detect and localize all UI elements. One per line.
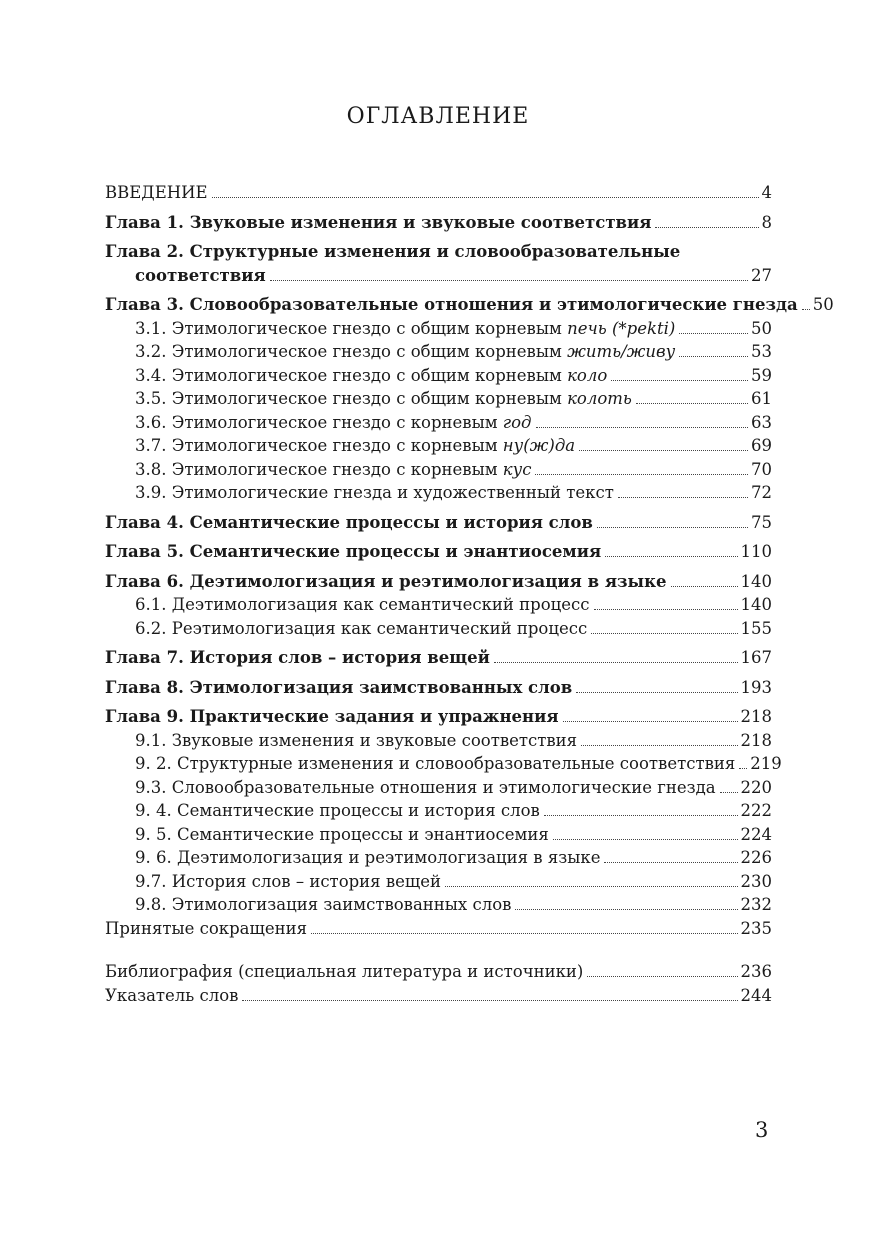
toc-entry-root-word: год (502, 412, 532, 432)
toc-entry-root-word: коло (567, 365, 608, 385)
toc-entry-page: 72 (751, 483, 772, 502)
toc-section-6-1[interactable] (105, 593, 772, 617)
toc-entry-page: 4 (761, 183, 772, 202)
toc-entry-page: 61 (751, 389, 772, 408)
toc-entry-title: 9. 6. Деэтимологизация и реэтимологизация в языке (135, 848, 601, 867)
toc-entry-abbreviations[interactable] (105, 917, 772, 941)
toc-section-9-5[interactable] (105, 823, 772, 847)
page-title: ОГЛАВЛЕНИЕ (346, 104, 530, 129)
toc-chapter-6[interactable] (105, 570, 772, 594)
toc-section-9-3[interactable] (105, 776, 772, 800)
toc-entry-page: 110 (740, 542, 772, 561)
dot-leader (563, 721, 738, 722)
dot-leader (212, 197, 759, 198)
toc-entry-title: 3.9. Этимологические гнезда и художественный текст (135, 483, 614, 502)
dot-leader (636, 403, 748, 404)
toc-section-3-4[interactable] (105, 364, 772, 388)
toc-chapter-2[interactable] (105, 240, 772, 287)
toc-entry-title: 6.2. Реэтимологизация как семантический процесс (135, 618, 588, 638)
dot-leader (671, 586, 738, 587)
toc-entry-title: Принятые сокращения (105, 918, 308, 938)
toc-entry-page: 63 (751, 412, 772, 432)
dot-leader (587, 976, 737, 977)
toc-entry-page: 50 (812, 295, 834, 314)
dot-leader (679, 356, 748, 357)
dot-leader (270, 280, 748, 281)
toc-entry-title: 9.3. Словообразовательные отношения и этимологические гнезда (135, 777, 716, 797)
table-of-contents (105, 181, 834, 1007)
toc-section-9-6[interactable] (105, 846, 772, 870)
toc-entry-title: 3.1. Этимологическое гнездо с общим корневым (135, 318, 568, 338)
toc-entry-page: 232 (740, 895, 772, 914)
dot-leader (544, 815, 738, 816)
dot-leader (605, 556, 737, 557)
toc-chapter-1[interactable] (105, 211, 772, 235)
toc-entry-title: 3.8. Этимологическое гнездо с корневым (135, 459, 503, 479)
toc-entry-root-word: жить/живу (567, 342, 676, 361)
dot-leader (591, 633, 737, 634)
toc-section-9-4[interactable] (105, 799, 772, 823)
toc-section-6-2[interactable] (105, 617, 772, 641)
dot-leader (802, 309, 810, 310)
toc-entry-page: 53 (751, 342, 772, 361)
toc-entry-title: Глава 8. Этимологизация заимствованных слов (105, 677, 573, 697)
dot-leader (618, 497, 748, 498)
dot-leader (611, 380, 748, 381)
toc-entry-title: 3.4. Этимологическое гнездо с общим корневым (135, 365, 568, 385)
toc-chapter-3[interactable] (105, 293, 834, 317)
toc-entry-page: 218 (740, 707, 772, 726)
toc-entry-page: 140 (740, 571, 772, 591)
dot-leader (655, 227, 758, 228)
toc-entry-title: 3.6. Этимологическое гнездо с корневым (135, 412, 503, 432)
dot-leader (679, 333, 748, 334)
toc-section-3-7[interactable] (105, 434, 772, 458)
dot-leader (604, 862, 737, 863)
toc-section-3-9[interactable] (105, 481, 772, 505)
toc-entry-title: 9.7. История слов – история вещей (135, 871, 441, 891)
toc-entry-page: 220 (740, 777, 772, 797)
toc-entry-title-line2: соответствия (135, 265, 266, 285)
toc-entry-title: Глава 7. История слов – история вещей (105, 648, 490, 667)
dot-leader (720, 792, 738, 793)
toc-entry-page: 222 (740, 801, 772, 820)
toc-entry-root-word: печь (*pekti) (567, 318, 676, 338)
dot-leader (536, 427, 748, 428)
toc-entry-bibliography[interactable] (105, 960, 772, 984)
toc-entry-page: 226 (740, 848, 772, 867)
toc-section-3-5[interactable] (105, 387, 772, 411)
toc-entry-title: 9. 5. Семантические процессы и энантиосемия (135, 824, 549, 844)
toc-entry-page: 140 (740, 595, 772, 614)
dot-leader (739, 768, 747, 769)
toc-section-3-2[interactable] (105, 340, 772, 364)
toc-entry-title: 9.1. Звуковые изменения и звуковые соответствия (135, 730, 578, 750)
dot-leader (594, 609, 738, 610)
toc-section-9-1[interactable] (105, 729, 772, 753)
toc-entry-title: 9.8. Этимологизация заимствованных слов (135, 895, 512, 914)
toc-entry-page: 70 (751, 459, 772, 479)
toc-entry-page: 167 (740, 648, 772, 667)
toc-entry-page: 50 (751, 318, 772, 338)
dot-leader (576, 692, 737, 693)
toc-entry-page: 155 (740, 618, 772, 638)
toc-entry-title: Глава 5. Семантические процессы и энантиосемия (105, 542, 602, 561)
toc-entry-title: Глава 3. Словообразовательные отношения и этимологические гнезда (105, 295, 798, 314)
toc-entry-title: ВВЕДЕНИЕ (105, 183, 208, 202)
dot-leader (579, 450, 748, 451)
toc-entry-word-index[interactable] (105, 984, 772, 1008)
dot-leader (242, 1000, 737, 1001)
toc-entry-title: 9. 4. Семантические процессы и история слов (135, 801, 540, 820)
toc-entry-page: 236 (740, 962, 772, 981)
toc-chapter-4[interactable] (105, 511, 772, 535)
toc-entry-title: 9. 2. Структурные изменения и словообразовательные соответствия (135, 754, 736, 773)
toc-section-9-7[interactable] (105, 870, 772, 894)
toc-entry-title-line1: Глава 2. Структурные изменения и словообразовательные (105, 242, 681, 261)
toc-entry-page: 244 (740, 985, 772, 1005)
dot-leader (535, 474, 748, 475)
dot-leader (597, 527, 748, 528)
toc-entry-title: 6.1. Деэтимологизация как семантический процесс (135, 595, 590, 614)
toc-entry-page: 235 (740, 918, 772, 938)
toc-chapter-7[interactable] (105, 646, 772, 670)
dot-leader (515, 909, 737, 910)
toc-chapter-9[interactable] (105, 705, 772, 729)
toc-entry-title: 3.2. Этимологическое гнездо с общим корневым (135, 342, 568, 361)
toc-section-3-8[interactable] (105, 458, 772, 482)
dot-leader (311, 933, 737, 934)
toc-entry-title: 3.7. Этимологическое гнездо с корневым (135, 436, 503, 455)
toc-entry-page: 224 (740, 824, 772, 844)
dot-leader (494, 662, 738, 663)
toc-entry-title: Глава 6. Деэтимологизация и реэтимологизация в языке (105, 571, 667, 591)
toc-entry-page: 218 (740, 730, 772, 750)
page-number: 3 (755, 1118, 769, 1142)
dot-leader (445, 886, 738, 887)
toc-section-9-2[interactable] (105, 752, 782, 776)
toc-entry-page: 75 (751, 512, 772, 532)
toc-entry-page: 8 (761, 212, 772, 232)
toc-entry-title: Глава 9. Практические задания и упражнения (105, 707, 559, 726)
toc-chapter-8[interactable] (105, 676, 772, 700)
toc-section-9-8[interactable] (105, 893, 772, 917)
toc-entry-introduction[interactable] (105, 181, 772, 205)
toc-entry-title: Глава 4. Семантические процессы и история слов (105, 512, 593, 532)
toc-entry-title: Глава 1. Звуковые изменения и звуковые соответствия (105, 212, 652, 232)
toc-entry-root-word: колоть (567, 389, 632, 408)
toc-entry-page: 59 (751, 365, 772, 385)
toc-entry-title: 3.5. Этимологическое гнездо с общим корневым (135, 389, 568, 408)
toc-entry-page: 193 (740, 677, 772, 697)
toc-chapter-5[interactable] (105, 540, 772, 564)
toc-entry-page: 69 (751, 436, 772, 455)
dot-leader (581, 745, 737, 746)
toc-entry-root-word: ну(ж)да (502, 436, 576, 455)
toc-entry-title: Указатель слов (105, 985, 239, 1005)
toc-entry-page: 230 (740, 871, 772, 891)
dot-leader (553, 839, 738, 840)
toc-section-3-1[interactable] (105, 317, 772, 341)
toc-entry-root-word: кус (502, 459, 532, 479)
toc-entry-page: 219 (750, 754, 782, 773)
toc-entry-page: 27 (751, 265, 772, 285)
toc-section-3-6[interactable] (105, 411, 772, 435)
toc-entry-title: Библиография (специальная литература и источники) (105, 962, 584, 981)
